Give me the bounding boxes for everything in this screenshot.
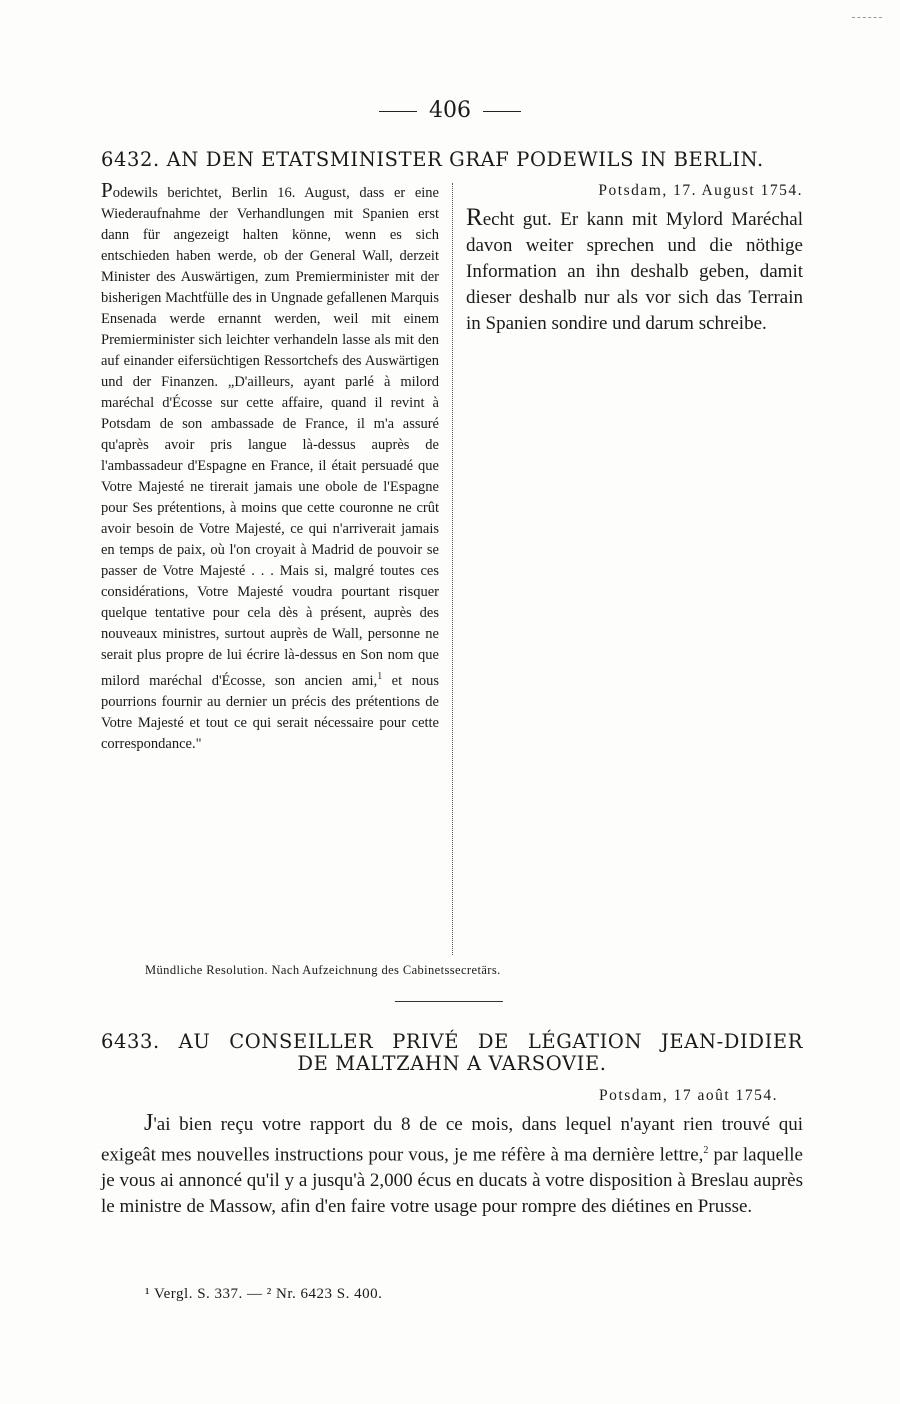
reply-body	[466, 205, 803, 337]
letter2-heading-line2: DE MALTZAHN A VARSOVIE.	[297, 1052, 607, 1075]
reply-text: echt gut. Er kann mit Mylord Maréchal davon weiter sprechen und die nöthige Information an ihn deshalb geben, damit dieser deshalb nur als vor sich das Terrain in Spanien sondire und darum schreibe.	[466, 209, 803, 334]
letter2-heading-line1: 6433. AU CONSEILLER PRIVÉ DE LÉGATION JEAN-DIDIER	[101, 1030, 803, 1053]
column-divider	[452, 183, 453, 955]
corner-mark	[852, 17, 882, 18]
dash-left	[379, 111, 417, 112]
footnotes: ¹ Vergl. S. 337. — ² Nr. 6423 S. 400.	[145, 1286, 383, 1302]
letter1-reply	[466, 180, 803, 337]
body-text: 'ai bien reçu votre rapport du 8 de ce mois, dans lequel n'ayant rien trouvé qui exigeât mes nouvelles instructions pour vous, je me réfère à ma dernière lettre,	[101, 1114, 803, 1166]
body-text-end: par laquelle je vous ai annoncé qu'il y a jusqu'à 2,000 écus en ducats à votre disposition à Breslau auprès le ministre de Massow, afin d'en faire votre usage pour rompre des diétines en Prusse.	[101, 1144, 803, 1218]
report-initial: P	[101, 178, 113, 202]
dash-right	[483, 111, 521, 112]
footnote-marker-1: 1	[377, 671, 383, 682]
section-separator	[395, 1001, 503, 1002]
letter2-heading	[101, 1031, 803, 1075]
letter1-heading: 6432. AN DEN ETATSMINISTER GRAF PODEWILS IN BERLIN.	[101, 148, 764, 171]
letter1-resolution: Mündliche Resolution. Nach Aufzeichnung des Cabinetssecretärs.	[145, 963, 501, 977]
letter1-place-date: Potsdam, 17. August 1754.	[598, 182, 803, 199]
reply-initial: R	[466, 204, 483, 231]
letter2-body	[101, 1110, 803, 1220]
footnote-marker-2: 2	[703, 1145, 709, 1156]
page-number-line	[0, 98, 900, 123]
letter2-place-date: Potsdam, 17 août 1754.	[599, 1087, 778, 1104]
page-number: 406	[429, 98, 471, 123]
report-text: odewils berichtet, Berlin 16. August, dass er eine Wiederaufnahme der Verhandlungen mit Spanien erst dann für angezeigt halten könne, wenn es sich entschieden haben werde, ob der General Wall, derzeit Minister des Auswärtigen, zum Premierminister mit der bisherigen Machtfülle des in Ungnade gefallenen Marquis Ensenada werde ernannt werden, weil mit einem Premierminister sich leichter verhandeln lasse als mit den auf einander eifersüchtigen Ressortchefs des Auswärtigen und der Finanzen. „D'ailleurs, ayant parlé à milord maréchal d'Écosse sur cette affaire, quand il revint à Potsdam de son ambassade de France, il m'a assuré qu'après avoir pris langue là-dessus auprès de l'ambassadeur d'Espagne en France, il était persuadé que Votre Majesté ne tirerait jamais une obole de l'Espagne pour Ses prétentions, à moins que cette couronne ne crût avoir besoin de Votre Majesté, ce qui n'arriverait jamais en temps de paix, où l'on croyait à Madrid de pouvoir se passer de Votre Majesté . . . Mais si, malgré toutes ces considérations, Votre Majesté voudra pourtant risquer quelque tentative pour cela dès à présent, auprès des nouveaux ministres, surtout auprès de Wall, personne ne serait plus propre de lui écrire là-dessus en Son nom que milord maréchal d'Écosse, son ancien ami,	[101, 185, 439, 689]
body-initial: J	[144, 1110, 154, 1136]
letter1-report	[101, 180, 439, 755]
report-text-end: et nous pourrions fournir au dernier un précis des prétentions de Votre Majesté et tout ce qui serait nécessaire pour cette correspondance."	[101, 672, 439, 752]
